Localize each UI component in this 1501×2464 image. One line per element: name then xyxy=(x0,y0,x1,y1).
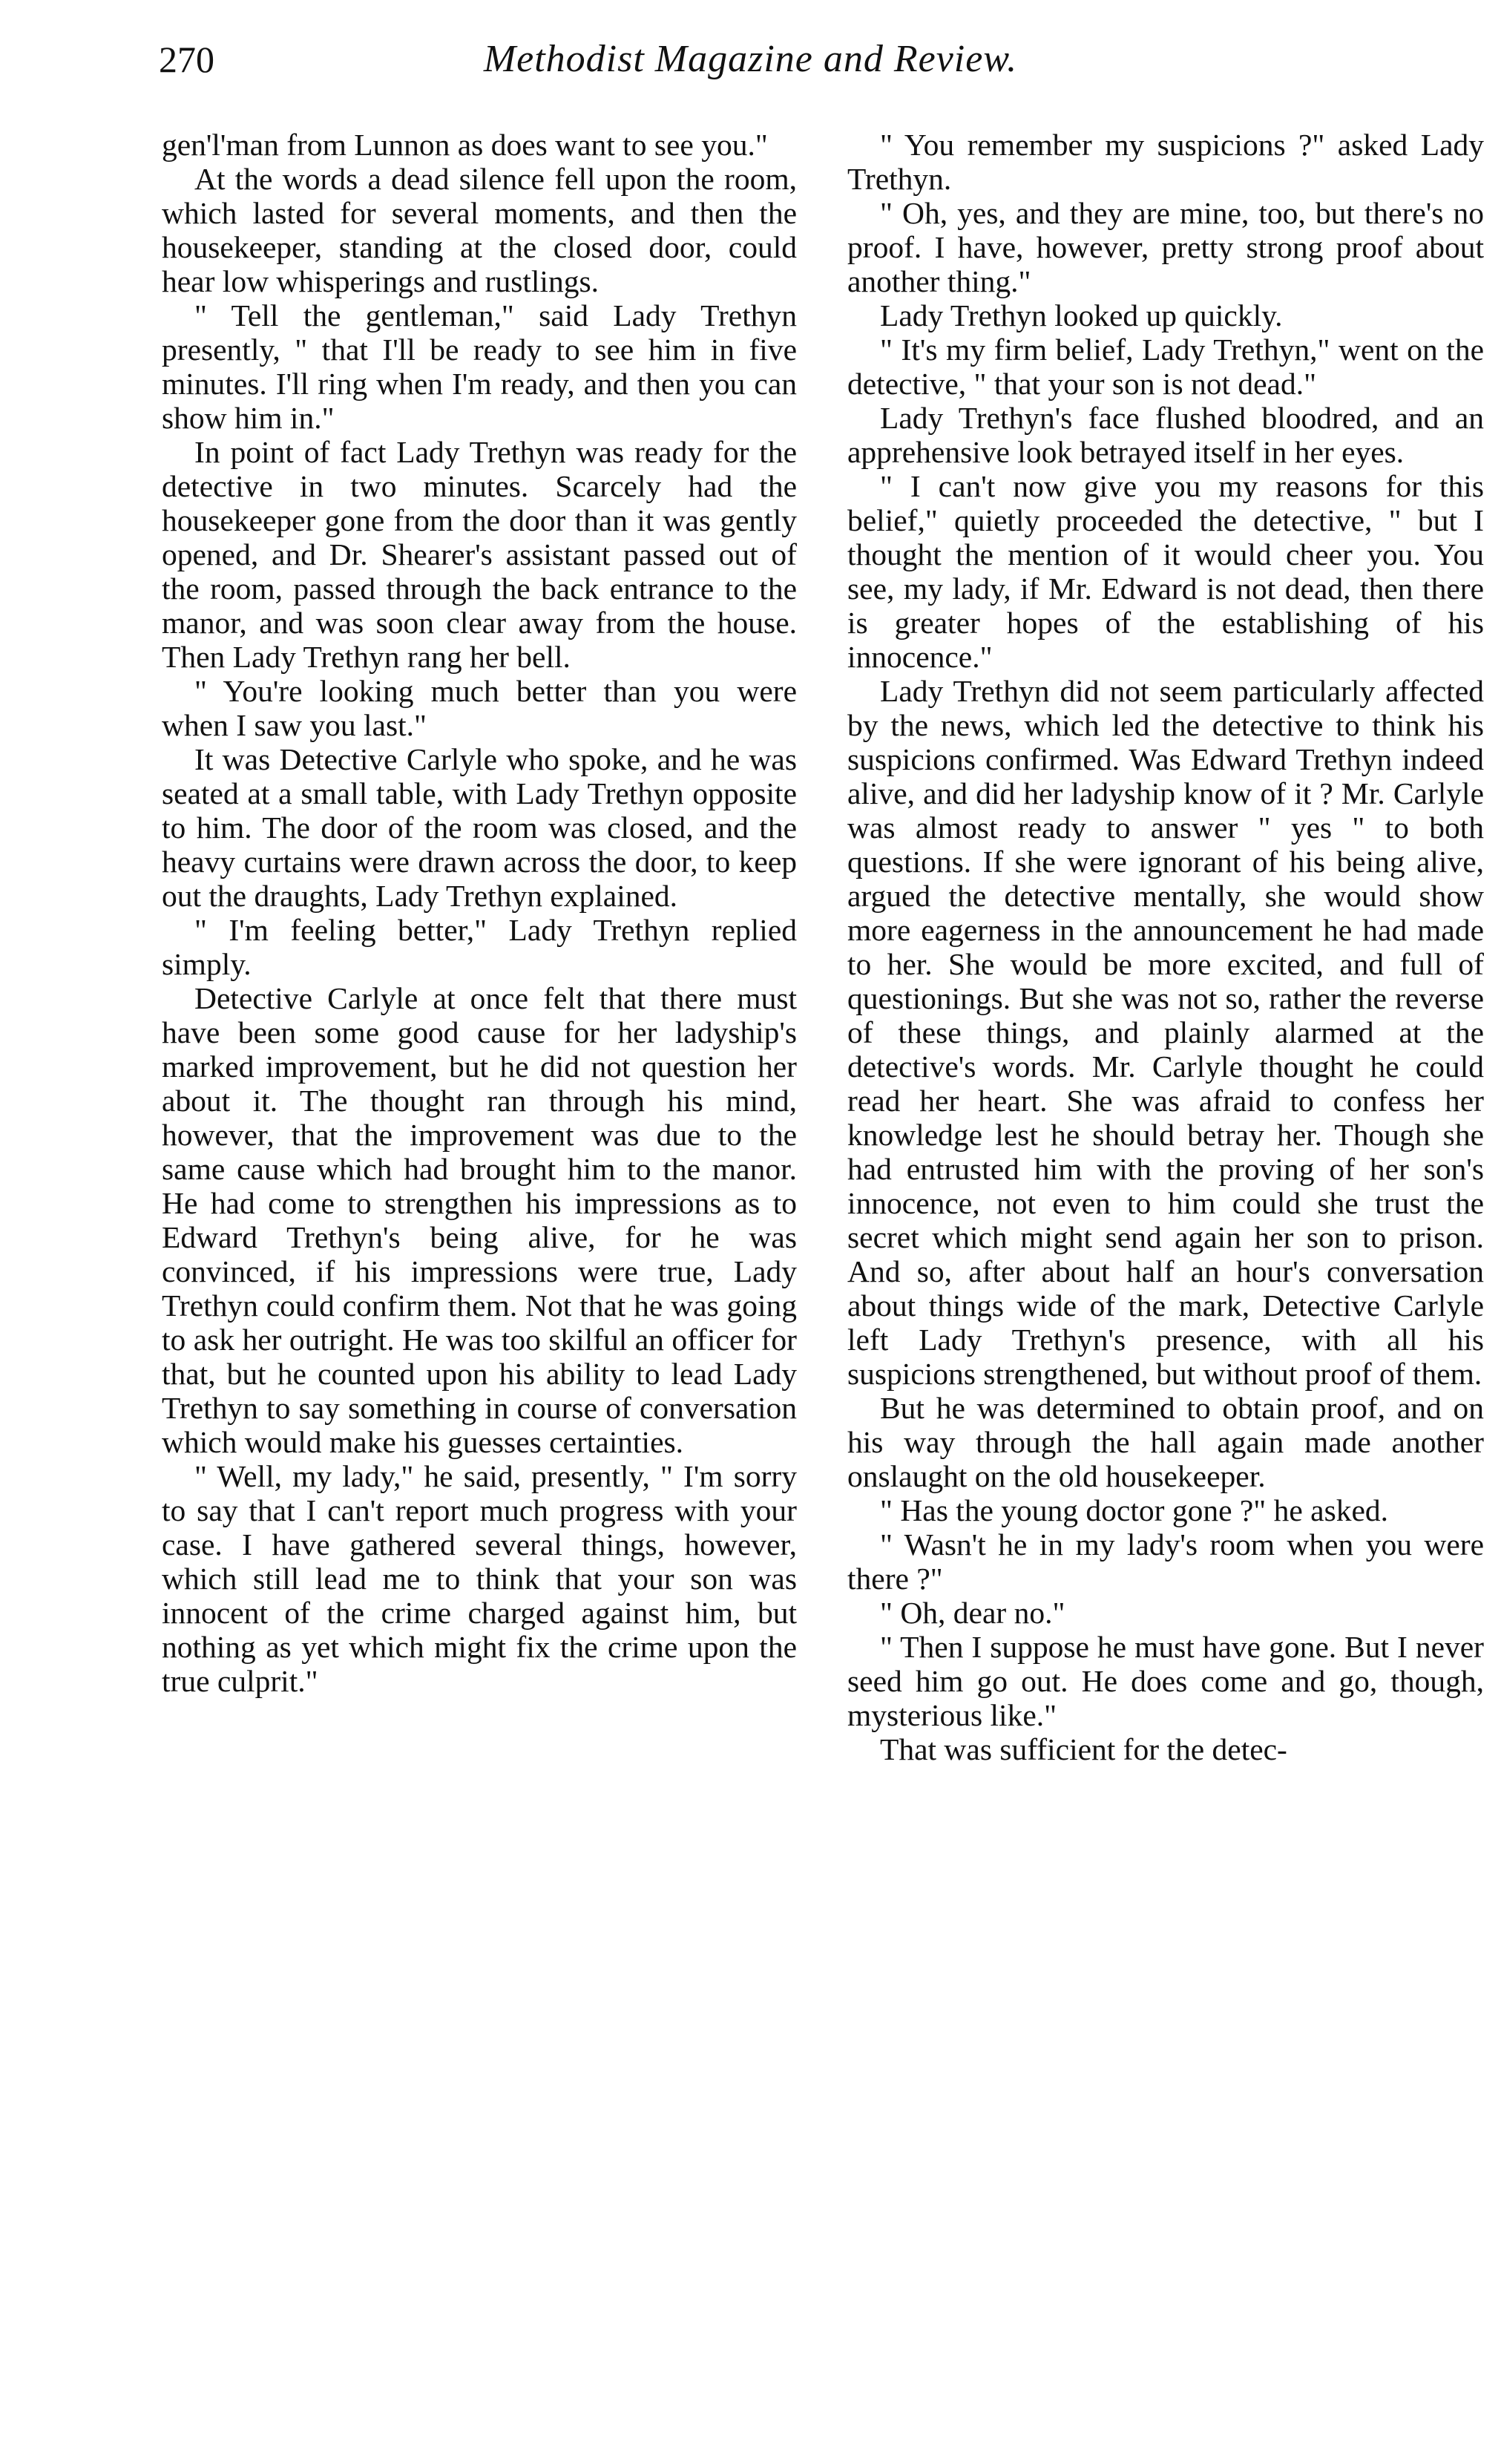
page-header xyxy=(0,30,1501,89)
page-number: 270 xyxy=(159,39,214,80)
paragraph: But he was determined to obtain proof, and on his way through the hall again made another onslaught on the old housekeeper. xyxy=(847,1391,1484,1493)
paragraph: It was Detective Carlyle who spoke, and he was seated at a small table, with Lady Trethyn opposite to him. The door of the room was closed, and the heavy curtains were drawn across the door, to keep out the draughts, Lady Trethyn explained. xyxy=(162,742,797,913)
paragraph: " Wasn't he in my lady's room when you were there ?" xyxy=(847,1527,1484,1596)
paragraph: " Oh, yes, and they are mine, too, but there's no proof. I have, however, pretty strong proof about another thing." xyxy=(847,196,1484,298)
paragraph: gen'l'man from Lunnon as does want to see you." xyxy=(162,128,768,162)
right-column xyxy=(847,128,1484,1766)
paragraph: " I'm feeling better," Lady Trethyn replied simply. xyxy=(162,913,797,981)
paragraph: In point of fact Lady Trethyn was ready for the detective in two minutes. Scarcely had the housekeeper gone from the door than it was gently opened, and Dr. Shearer's assistant passed out of the room, passed through the back entrance to the manor, and was soon clear away from the house. Then Lady Trethyn rang her bell. xyxy=(162,435,797,674)
paragraph: Lady Trethyn looked up quickly. xyxy=(880,298,1283,332)
paragraph: Lady Trethyn did not seem particularly affected by the news, which led the detective to think his suspicions confirmed. Was Edward Trethyn indeed alive, and did her ladyship know of it ? Mr. Carlyle was almost ready to answer " yes " to both questions. If she were ignorant of his being alive, argued the detective mentally, she would show more eagerness in the announcement he had made to her. She would be more excited, and full of questionings. But she was not so, rather the reverse of these things, and plainly alarmed at the detective's words. Mr. Carlyle thought he could read her heart. She was afraid to confess her knowledge lest he should betray her. Though she had entrusted him with the proving of her son's innocence, not even to him could she trust the secret which might send again her son to prison. And so, after about half an hour's conversation about things wide of the mark, Detective Carlyle left Lady Trethyn's presence, with all his suspicions strengthened, but without proof of them. xyxy=(847,674,1484,1391)
paragraph: " Has the young doctor gone ?" he asked. xyxy=(880,1493,1389,1527)
paragraph: At the words a dead silence fell upon the room, which lasted for several moments, and then the housekeeper, standing at the closed door, could hear low whisperings and rustlings. xyxy=(162,162,797,298)
left-column xyxy=(162,128,797,1698)
paragraph: " Tell the gentleman," said Lady Trethyn presently, " that I'll be ready to see him in five minutes. I'll ring when I'm ready, and then you can show him in." xyxy=(162,298,797,435)
paragraph: Lady Trethyn's face flushed bloodred, and an apprehensive look betrayed itself in her eyes. xyxy=(847,401,1484,469)
paragraph: " Then I suppose he must have gone. But I never seed him go out. He does come and go, though, mysterious like." xyxy=(847,1630,1484,1732)
paragraph: " You remember my suspicions ?" asked Lady Trethyn. xyxy=(847,128,1484,196)
paragraph: " You're looking much better than you were when I saw you last." xyxy=(162,674,797,742)
paragraph: " Well, my lady," he said, presently, " I'm sorry to say that I can't report much progress with your case. I have gathered several things, however, which still lead me to think that your son was innocent of the crime charged against him, but nothing as yet which might fix the crime upon the true culprit." xyxy=(162,1459,797,1698)
paragraph: " It's my firm belief, Lady Trethyn," went on the detective, " that your son is not dead." xyxy=(847,332,1484,401)
paragraph: Detective Carlyle at once felt that there must have been some good cause for her ladyship's marked improvement, but he did not question her about it. The thought ran through his mind, however, that the improvement was due to the same cause which had brought him to the manor. He had come to strengthen his impressions as to Edward Trethyn's being alive, for he was convinced, if his impressions were true, Lady Trethyn could confirm them. Not that he was going to ask her outright. He was too skilful an officer for that, but he counted upon his ability to lead Lady Trethyn to say something in course of conversation which would make his guesses certainties. xyxy=(162,981,797,1459)
paragraph: That was sufficient for the detec- xyxy=(880,1732,1287,1766)
paragraph: " Oh, dear no." xyxy=(880,1596,1065,1630)
paragraph: " I can't now give you my reasons for this belief," quietly proceeded the detective, " but I thought the mention of it would cheer you. You see, my lady, if Mr. Edward is not dead, then there is greater hopes of the establishing of his innocence." xyxy=(847,469,1484,674)
running-title: Methodist Magazine and Review. xyxy=(483,38,1018,80)
